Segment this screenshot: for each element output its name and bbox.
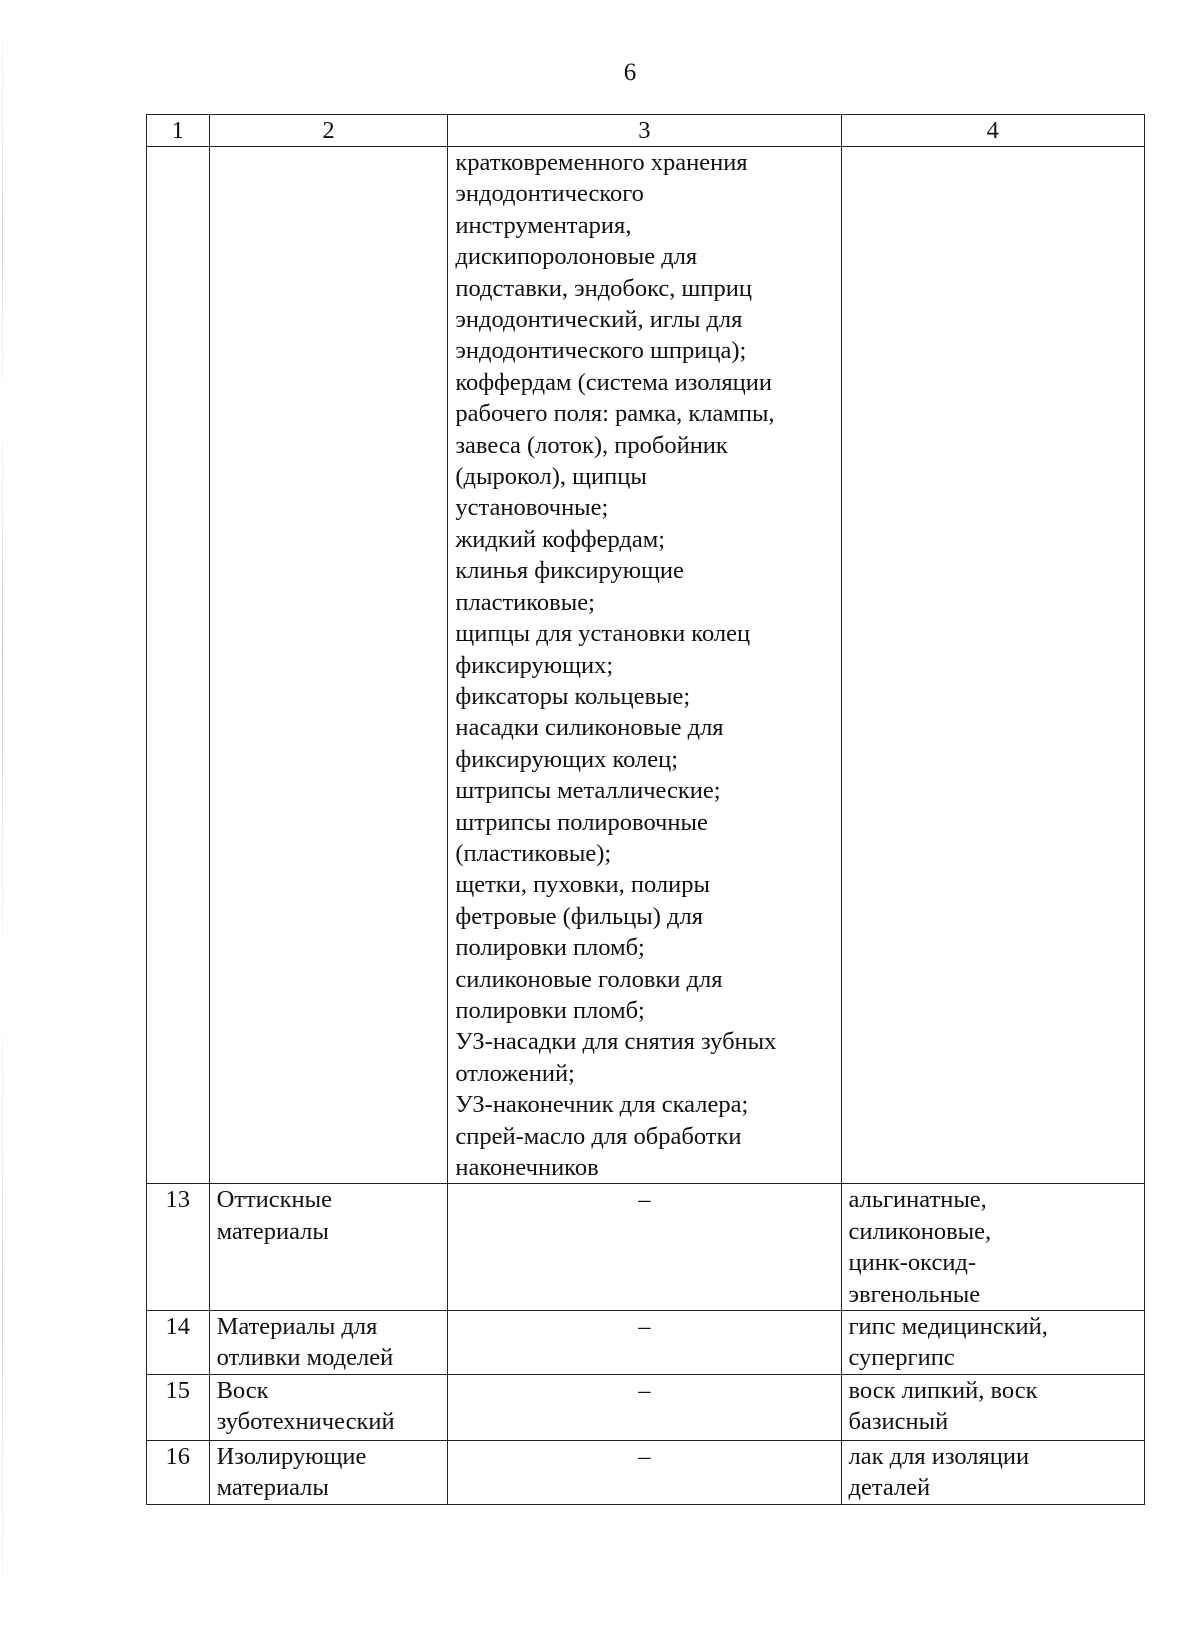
cell-line: жидкий коффердам;	[455, 525, 666, 553]
row-name	[209, 1311, 448, 1375]
cell-line: клинья фиксирующие	[455, 557, 684, 585]
cell-line: материалы	[216, 1217, 329, 1245]
cell-line: лак для изоляции	[848, 1442, 1030, 1470]
cell-line: зуботехнический	[216, 1408, 395, 1436]
page-number: 6	[623, 59, 637, 86]
cell-line: альгинатные,	[848, 1186, 987, 1214]
cell-line: отложений;	[455, 1059, 575, 1087]
table-row	[147, 1184, 1145, 1311]
cell-line: Оттискные	[216, 1186, 333, 1214]
row-notes	[841, 1311, 1145, 1375]
row-number: 14	[147, 1311, 210, 1375]
continuation-row	[147, 147, 1145, 1184]
header-col-3: 3	[448, 115, 841, 147]
cell-line: наконечников	[455, 1154, 599, 1181]
continuation-num-cell	[147, 147, 210, 1184]
cell-line: (дырокол), щипцы	[455, 463, 647, 491]
materials-table	[146, 114, 1145, 1505]
cell-line: Изолирующие	[216, 1442, 367, 1470]
cell-line: эндодонтического шприца);	[455, 337, 747, 365]
header-col-2: 2	[209, 115, 448, 147]
cell-line: Материалы для	[216, 1313, 378, 1341]
cell-line: насадки силиконовые для	[455, 714, 724, 742]
row-description: –	[448, 1374, 841, 1440]
scan-edge-shadow	[2, 0, 3, 1634]
cell-line: материалы	[216, 1474, 329, 1502]
cell-line: полировки пломб;	[455, 996, 645, 1024]
cell-line: фиксирующих;	[455, 651, 614, 679]
cell-line: УЗ-наконечник для скалера;	[455, 1091, 749, 1119]
header-col-1: 1	[147, 115, 210, 147]
cell-line: силиконовые головки для	[455, 965, 723, 993]
cell-line: щетки, пуховки, полиры	[455, 871, 710, 899]
continuation-name-cell	[209, 147, 448, 1184]
cell-line: штрипсы полировочные	[455, 808, 708, 836]
cell-line: Воск	[216, 1376, 269, 1404]
cell-line: фиксирующих колец;	[455, 745, 679, 773]
cell-line: воск липкий, воск	[848, 1376, 1038, 1404]
cell-line: коффердам (система изоляции	[455, 368, 772, 396]
row-notes	[841, 1440, 1145, 1504]
header-col-4: 4	[841, 115, 1145, 147]
cell-line: подставки, эндобокс, шприц	[455, 274, 752, 302]
cell-line: фетровые (фильцы) для	[455, 902, 704, 930]
cell-line: спрей-масло для обработки	[455, 1122, 742, 1150]
row-number: 16	[147, 1440, 210, 1504]
continuation-description-cell	[448, 147, 841, 1184]
cell-line: отливки моделей	[216, 1344, 394, 1372]
row-notes	[841, 1184, 1145, 1311]
row-notes	[841, 1374, 1145, 1440]
cell-line: силиконовые,	[848, 1217, 992, 1245]
cell-line: установочные;	[455, 494, 609, 522]
cell-line: фиксаторы кольцевые;	[455, 682, 691, 710]
cell-line: рабочего поля: рамка, клампы,	[455, 400, 775, 428]
cell-line: супергипс	[848, 1344, 955, 1372]
cell-line: эвгенольные	[848, 1280, 981, 1308]
cell-line: УЗ-насадки для снятия зубных	[455, 1028, 777, 1056]
cell-line: цинк-оксид-	[848, 1249, 977, 1277]
table-row	[147, 1440, 1145, 1504]
cell-line: штрипсы металлические;	[455, 777, 721, 805]
table-row	[147, 1311, 1145, 1375]
row-name	[209, 1374, 448, 1440]
cell-line: эндодонтический, иглы для	[455, 306, 743, 334]
cell-line: эндодонтического	[455, 180, 644, 208]
row-description: –	[448, 1184, 841, 1311]
cell-line: дискипоролоновые для	[455, 243, 698, 271]
row-name	[209, 1184, 448, 1311]
cell-line: базисный	[848, 1408, 949, 1436]
cell-line: инструментария,	[455, 211, 632, 239]
table-header-row	[147, 115, 1145, 147]
cell-line: завеса (лоток), пробойник	[455, 431, 728, 459]
row-number: 13	[147, 1184, 210, 1311]
cell-line: кратковременного хранения	[455, 149, 748, 176]
row-description: –	[448, 1440, 841, 1504]
row-number: 15	[147, 1374, 210, 1440]
row-description: –	[448, 1311, 841, 1375]
cell-line: (пластиковые);	[455, 839, 612, 867]
cell-line: деталей	[848, 1474, 931, 1502]
cell-line: гипс медицинский,	[848, 1313, 1048, 1341]
continuation-notes-cell	[841, 147, 1145, 1184]
cell-line: щипцы для установки колец	[455, 620, 751, 648]
cell-line: пластиковые;	[455, 588, 595, 616]
cell-line: полировки пломб;	[455, 934, 645, 962]
row-name	[209, 1440, 448, 1504]
table-row	[147, 1374, 1145, 1440]
